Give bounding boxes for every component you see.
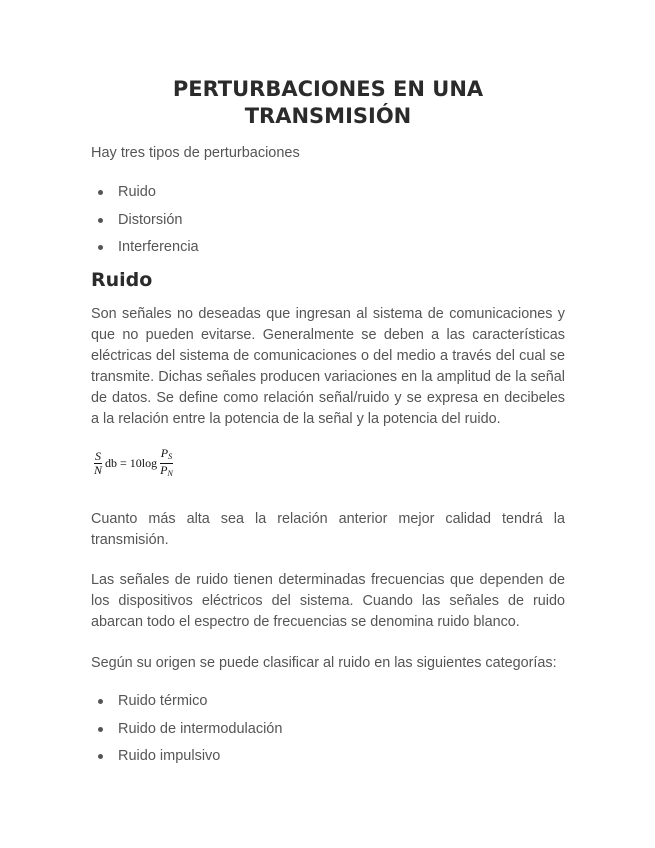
formula-middle: db = 10log bbox=[105, 456, 158, 470]
list-item: Ruido de intermodulación bbox=[91, 720, 282, 748]
paragraph: Las señales de ruido tienen determinadas frecuencias que dependen de los dispositivos eléctricos del sistema. Cuando las señales de ruido abarcan todo el espectro de frecuencias se denomina ruido blanco. bbox=[91, 572, 565, 630]
formula-fraction-power bbox=[159, 447, 174, 480]
list-item: Ruido térmico bbox=[91, 692, 282, 720]
formula-denominator: $P_N$ bbox=[160, 463, 173, 478]
snr-formula bbox=[93, 447, 174, 480]
perturbation-types-list bbox=[91, 183, 199, 266]
paragraph: Según su origen se puede clasificar al ruido en las siguientes categorías: bbox=[91, 655, 557, 671]
page-title: PERTURBACIONES EN UNA TRANSMISIÓN bbox=[172, 77, 484, 128]
formula-numerator: S bbox=[95, 449, 101, 463]
section-heading: Ruido bbox=[91, 269, 153, 291]
noise-categories-list bbox=[91, 692, 282, 775]
list-item: Interferencia bbox=[91, 238, 199, 266]
list-item: Distorsión bbox=[91, 211, 199, 239]
formula-denominator: N bbox=[94, 463, 103, 477]
formula-numerator: $P_S$ bbox=[160, 447, 173, 464]
formula-fraction-sn bbox=[93, 450, 103, 477]
intro-text: Hay tres tipos de perturbaciones bbox=[91, 145, 300, 161]
list-item: Ruido bbox=[91, 183, 199, 211]
list-item: Ruido impulsivo bbox=[91, 747, 282, 775]
paragraph: Son señales no deseadas que ingresan al sistema de comunicaciones y que no pueden evitarse. Generalmente se deben a las características eléctricas del sistema de comunicaciones o del medio a través del cual se transmite. Dichas señales producen variaciones en la amplitud de la señal de datos. Se define como relación señal/ruido y se expresa en decibeles a la relación entre la potencia de la señal y la potencia del ruido. bbox=[91, 306, 565, 427]
paragraph: Cuanto más alta sea la relación anterior mejor calidad tendrá la transmisión. bbox=[91, 511, 565, 548]
